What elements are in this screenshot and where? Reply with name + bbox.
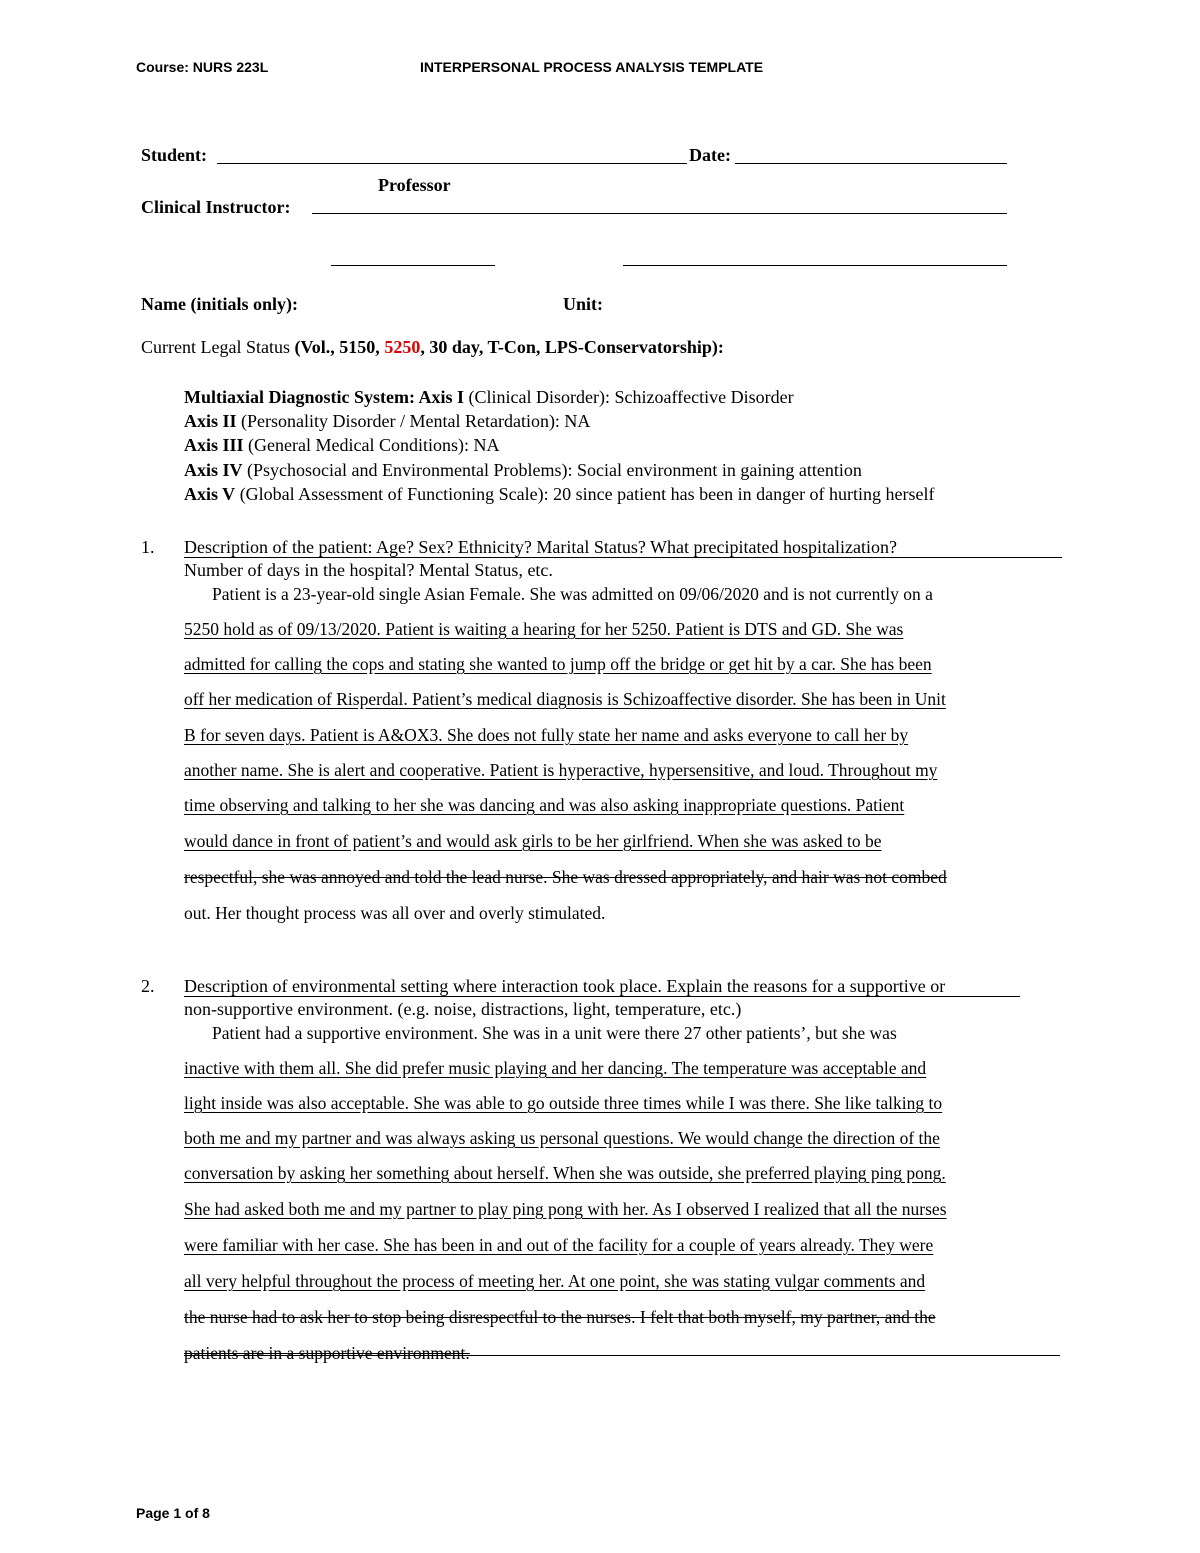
answer-line: conversation by asking her something about herself. When she was outside, she preferred playing ping pong. [184,1163,946,1183]
section-2-question-rule [184,996,1020,997]
answer-line: were familiar with her case. She has been in and out of the facility for a couple of years already. They were [184,1235,934,1255]
legal-status-options-start: (Vol., 5150, [294,337,385,357]
clinical-instructor-label: Clinical Instructor: [141,197,291,217]
legal-status-highlight: 5250 [384,337,421,357]
answer-line: both me and my partner and was always asking us personal questions. We would change the direction of the [184,1128,940,1148]
answer-line: would dance in front of patient’s and would ask girls to be her girlfriend. When she was asked to be [184,831,882,851]
legal-status-prefix: Current Legal Status [141,337,295,357]
student-field[interactable] [217,163,687,164]
answer-line: inactive with them all. She did prefer music playing and her dancing. The temperature was acceptable and [184,1058,927,1078]
template-title: INTERPERSONAL PROCESS ANALYSIS TEMPLATE [420,59,764,75]
answer-line: She had asked both me and my partner to play ping pong with her. As I observed I realized that all the nurses [184,1199,947,1219]
answer-line: time observing and talking to her she was dancing and was also asking inappropriate questions. Patient [184,795,905,815]
axis-3-text: (General Medical Conditions): NA [243,435,500,455]
answer-line: respectful, she was annoyed and told the lead nurse. She was dressed appropriately, and hair was not combed [184,867,947,887]
answer-line: B for seven days. Patient is A&OX3. She does not fully state her name and asks everyone to call her by [184,725,909,745]
axis-4-row [184,460,862,481]
student-label: Student: [141,145,208,165]
section-1-question-rule [184,557,1062,558]
answer-line: Patient is a 23-year-old single Asian Female. She was admitted on 09/06/2020 and is not currently on a [212,584,933,604]
answer-line: light inside was also acceptable. She was able to go outside three times while I was there. She like talking to [184,1093,943,1113]
professor-value: Professor [378,175,451,195]
legal-status [141,337,724,358]
axis-4-label: Axis IV [184,460,243,480]
answer-line: off her medication of Risperdal. Patient’s medical diagnosis is Schizoaffective disorder. She has been in Unit [184,689,946,709]
unit-label: Unit: [563,294,603,314]
answer-line: admitted for calling the cops and stating she wanted to jump off the bridge or get hit by a car. She has been [184,654,932,674]
section-2-number: 2. [141,976,155,996]
axis-3-row [184,435,499,456]
section-1-number: 1. [141,537,155,557]
axis-5-text: (Global Assessment of Functioning Scale): 20 since patient has been in danger of hurting herself [235,484,935,504]
answer-line: the nurse had to ask her to stop being disrespectful to the nurses. I felt that both myself, my partner, and the [184,1307,936,1327]
date-label: Date: [689,145,731,165]
axis-2-label: Axis II [184,411,237,431]
section-1-question-line-2: Number of days in the hospital? Mental Status, etc. [184,560,553,580]
section-2-end-rule [184,1355,1060,1356]
name-field[interactable] [331,265,495,266]
section-2-question-line-2: non-supportive environment. (e.g. noise, distractions, light, temperature, etc.) [184,999,742,1019]
axis-1-label: Multiaxial Diagnostic System: Axis I [184,387,465,407]
axis-5-row [184,484,935,505]
answer-line: Patient had a supportive environment. She was in a unit were there 27 other patients’, but she was [212,1023,897,1043]
answer-line: out. Her thought process was all over and overly stimulated. [184,903,606,923]
clinical-instructor-field[interactable] [312,213,1007,214]
answer-line: another name. She is alert and cooperative. Patient is hyperactive, hypersensitive, and loud. Throughout my [184,760,938,780]
answer-line: 5250 hold as of 09/13/2020. Patient is waiting a hearing for her 5250. Patient is DTS and GD. She was [184,619,904,639]
page-number: Page 1 of 8 [136,1505,210,1521]
axis-5-label: Axis V [184,484,236,504]
axis-2-text: (Personality Disorder / Mental Retardation): NA [236,411,591,431]
axis-2-row [184,411,590,432]
section-2-question-line-1: Description of environmental setting where interaction took place. Explain the reasons for a supportive or [184,976,946,996]
date-field[interactable] [735,163,1007,164]
name-label: Name (initials only): [141,294,298,314]
axis-1-row [184,387,794,408]
axis-1-text: (Clinical Disorder): Schizoaffective Disorder [464,387,794,407]
section-1-question-line-1: Description of the patient: Age? Sex? Ethnicity? Marital Status? What precipitated hospitalization? [184,537,897,557]
answer-line: all very helpful throughout the process of meeting her. At one point, she was stating vulgar comments and [184,1271,926,1291]
unit-field[interactable] [623,265,1007,266]
axis-3-label: Axis III [184,435,244,455]
course-label: Course: NURS 223L [136,59,269,75]
answer-line: patients are in a supportive environment. [184,1343,470,1363]
axis-4-text: (Psychosocial and Environmental Problems): Social environment in gaining attention [242,460,862,480]
legal-status-options-end: , 30 day, T-Con, LPS-Conservatorship): [420,337,724,357]
